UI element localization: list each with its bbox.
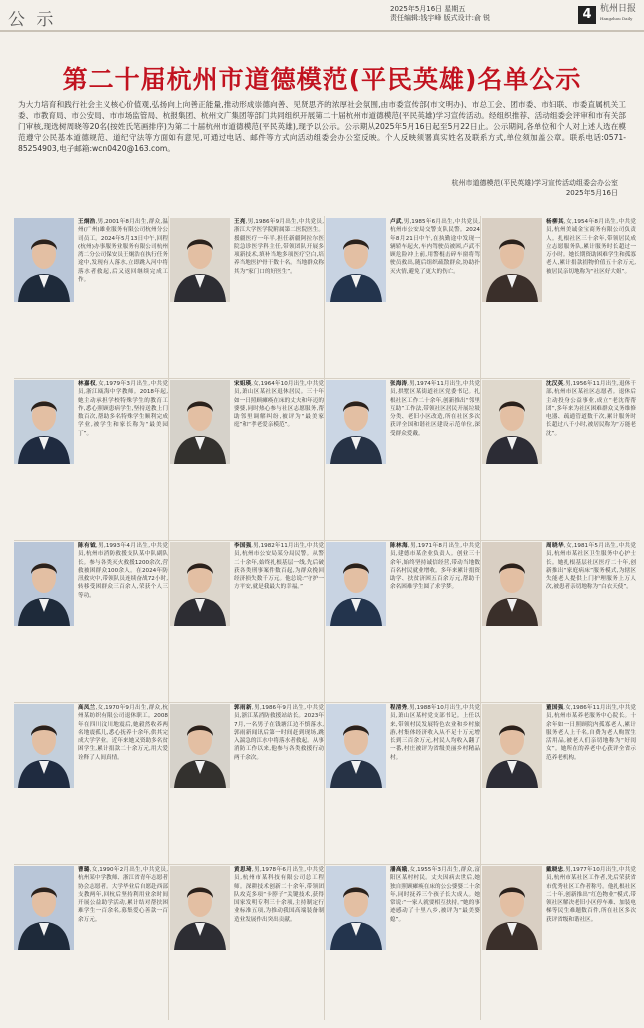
portrait-photo (326, 704, 386, 788)
nominee-description: 女,1964年10月出生,中共党员,萧山区某社区退休居民。三十年如一日照顾瘫痪在床的丈夫和年迈的婆婆,同时热心参与社区志愿服务,帮助邻里调解纠纷,被评为“最美家庭”和“孝老爱亲模范”。 (234, 381, 324, 429)
portrait-photo (326, 866, 386, 950)
intro-paragraph: 为大力培育和践行社会主义核心价值观,弘扬向上向善正能量,推动形成崇德向善、见贤思齐的浓厚社会氛围,由市委宣传部(市文明办)、市总工会、团市委、市妇联、市委直属机关工委、市教育局、市公安局、市市场监管局、杭报集团、杭州文广集团等部门共同组织开展第二十届杭州市道德模范(平民英雄)学习宣传活动。经组织推荐、活动组委会评审和市有关部门审核,现选树周晓等20名(按姓氏笔画排序)为第二十届杭州市道德模范(平民英雄),现予以公示。公示期从2025年5月16日起至5月22日止。公示期间,各单位和个人对上述人选在模范遵守公民基本道德规范、道纪守法等方面如有意见,可通过电话、邮件等方式向活动组委会办公室反映。个人反映须署真实姓名及联系方式,单位须加盖公章。联系电话:0571-85254903,电子邮箱:wcn0420@163.com。 (18, 100, 626, 153)
portrait-photo (14, 542, 74, 626)
nominee-description: 女,1981年5月出生,中共党员,杭州市某社区卫生服务中心护士长。她扎根基层社区医疗二十年,创新推出“家庭病床”服务模式,为辖区失能老人提供上门护理服务上万人次,被患者亲切地称为“白衣天使”。 (546, 543, 636, 591)
column-divider (324, 216, 325, 1020)
portrait-photo (170, 542, 230, 626)
nominee-name: 王亮 (234, 219, 246, 225)
nominee-name: 董国强 (546, 705, 564, 711)
nominee-bio: 李国强,男,1982年11月出生,中共党员,杭州市公安局某分局民警。从警二十余年,始终扎根基层一线,先后破获各类刑事案件数百起,为群众挽回经济损失数千万元。他总说:“守护一方平安,就是我最大的幸福。” (234, 543, 324, 591)
nominee-bio: 沈汉英,男,1956年11月出生,退休干部,杭州市区某社区志愿者。退休后主动投身公益事业,成立“老沈帮帮团”,多年来为社区困难群众义务维修电器、疏通管道数千次,累计服务时长超过八千小时,被居民称为“万能老沈”。 (546, 381, 636, 437)
nominee-bio: 郭雨新,男,1986年9月出生,中共党员,浙江某消防救援站站长。2023年7月,一名男子在钱塘江边不慎落水,郭雨新闻讯后第一时间赶到现场,跳入湍急的江水中将落水者救起。从事消防工作以来,他参与各类救援行动两千余次。 (234, 705, 324, 761)
nominee-description: 男,1993年4月出生,中共党员,杭州市消防救援支队某中队副队长。参与各类灭火救援1200余次,营救被困群众100余人。在2024年防汛救灾中,带领队员连续奋战72小时,转移受困群众三百余人,荣获个人三等功。 (78, 543, 168, 599)
nominee-card (14, 704, 168, 866)
date-text: 2025年5月16日 星期五 (390, 5, 466, 13)
nominee-description: 男,2001年8月出生,群众,温州(广州)雄业服务有限公司杭州分公司员工。2024年5月13日中午,回程(杭州)办事服务业服务有限公司杭州湾二分公司保安员王炯浩在执行任务途中,发现有人落水,立即跳入河中将落水者救起,后又返回继续完成工作。 (78, 219, 168, 284)
portrait-photo (482, 704, 542, 788)
nominee-card (482, 866, 636, 1028)
nominee-description: 男,1974年11月出生,中共党员,拱墅区某街道社区党委书记。扎根社区工作二十余年,创新推出“邻里互助”工作法,带领社区居民开展垃圾分类、老旧小区改造,所在社区多次获评全国和谐社区建设示范单位,深受群众爱戴。 (390, 381, 480, 437)
nominee-name: 张海涛 (390, 381, 408, 387)
nominee-description: 男,1971年8月出生,中共党员,建德市某企业负责人。创业三十余年,始终坚持诚信经营,带动当地数百名村民就业增收。多年来累计捐资助学、扶贫济困五百余万元,帮助千余名困难学生圆了求学梦。 (390, 543, 480, 591)
nominee-card (14, 380, 168, 542)
nominee-description: 女,1954年8月出生,中共党员,杭州美诚金宝商务有限公司负责人。扎根社区三十余年,带领居民成立志愿服务队,累计服务时长超过一万小时。她长期资助困难学生和孤寡老人,累计捐款捐物价值五十余万元,被居民亲切地称为“社区好大姐”。 (546, 219, 636, 275)
nominee-card (326, 542, 480, 704)
nominee-name: 曹璐 (78, 867, 90, 873)
nominee-bio: 陈林海,男,1971年8月出生,中共党员,建德市某企业负责人。创业三十余年,始终坚持诚信经营,带动当地数百名村民就业增收。多年来累计捐资助学、扶贫济困五百余万元,帮助千余名困难学生圆了求学梦。 (390, 543, 480, 591)
nominee-name: 林嘉权 (78, 381, 96, 387)
nominee-card (482, 542, 636, 704)
portrait-photo (14, 866, 74, 950)
newspaper-name: 杭州日报 (600, 4, 637, 14)
portrait-photo (14, 704, 74, 788)
newspaper-logo (600, 4, 636, 24)
nominee-name: 陈有钺 (78, 543, 96, 549)
portrait-photo (14, 380, 74, 464)
nominee-name: 郭雨新 (234, 705, 252, 711)
nominee-description: 女,1986年11月出生,中共党员,杭州市某养老服务中心院长。十余年如一日照顾院内孤寡老人,累计服务老人上千名,自费为老人购置生活用品,被老人们亲切地称为“好闺女”。她所在的养老中心获评全省示范养老机构。 (546, 705, 636, 761)
nominee-name: 黄思琦 (234, 867, 252, 873)
nominee-name: 戴晓忠 (546, 867, 564, 873)
nominee-bio: 卢武,男,1985年6月出生,中共党员,杭州市公安局交警支队民警。2024年8月21日中午,在执勤途中发现一辆轿车起火,车内驾驶员被困,卢武不顾危险冲上前,用警棍击碎车窗将驾驶员救出,随后组织疏散群众,协助扑灭火情,避免了更大的伤亡。 (390, 219, 480, 275)
nominee-card (170, 704, 324, 866)
portrait-photo (170, 380, 230, 464)
newspaper-name-en: Hangzhou Daily (600, 16, 633, 21)
nominee-card (170, 866, 324, 1028)
portrait-photo (482, 218, 542, 302)
nominee-bio: 杨柳其,女,1954年8月出生,中共党员,杭州美诚金宝商务有限公司负责人。扎根社区三十余年,带领居民成立志愿服务队,累计服务时长超过一万小时。她长期资助困难学生和孤寡老人,累计捐款捐物价值五十余万元,被居民亲切地称为“社区好大姐”。 (546, 219, 636, 275)
nominee-name: 宋姐瑛 (234, 381, 252, 387)
portrait-photo (170, 218, 230, 302)
nominee-name: 高凤兰 (78, 705, 96, 711)
nominee-bio: 程清秀,男,1988年10月出生,中共党员,萧山区某村党支部书记。上任以来,带领村民发展特色农业和乡村旅游,村集体经济收入从不足十万元增长到三百余万元,村民人均收入翻了一番,村庄被评为省级美丽乡村精品村。 (390, 705, 480, 761)
signature-organizer: 杭州市道德模范(平民英雄)学习宣传活动组委会办公室 (451, 179, 618, 187)
nominee-name: 王炯浩 (78, 219, 96, 225)
nominee-name: 潘高娥 (390, 867, 408, 873)
page-header (0, 0, 644, 32)
nominee-card (326, 218, 480, 380)
nominee-name: 程清秀 (390, 705, 408, 711)
portrait-photo (14, 218, 74, 302)
nominee-card (482, 218, 636, 380)
signature-date: 2025年5月16日 (565, 189, 618, 197)
nominee-bio: 高凤兰,女,1970年9月出生,群众,杭州某纺织有限公司退休职工。2008年在四川汶川地震后,她毅然收养两名地震孤儿,悉心抚养十余年,供其完成大学学业。近年来她又资助多名贫困学生,累计捐款二十余万元,用大爱诠释了人间真情。 (78, 705, 168, 761)
column-divider (480, 216, 481, 1020)
nominee-description: 男,1985年6月出生,中共党员,杭州市公安局交警支队民警。2024年8月21日中午,在执勤途中发现一辆轿车起火,车内驾驶员被困,卢武不顾危险冲上前,用警棍击碎车窗将驾驶员救出,随后组织疏散群众,协助扑灭火情,避免了更大的伤亡。 (390, 219, 480, 275)
nominee-name: 沈汉英 (546, 381, 564, 387)
nominee-bio: 周晓华,女,1981年5月出生,中共党员,杭州市某社区卫生服务中心护士长。她扎根基层社区医疗二十年,创新推出“家庭病床”服务模式,为辖区失能老人提供上门护理服务上万人次,被患者亲切地称为“白衣天使”。 (546, 543, 636, 591)
nominee-name: 周晓华 (546, 543, 564, 549)
nominee-name: 陈林海 (390, 543, 408, 549)
nominee-card (326, 380, 480, 542)
nominee-name: 李国强 (234, 543, 252, 549)
nominee-description: 男,1978年6月出生,中共党员,杭州市某科技有限公司总工程师。深耕技术创新二十余年,带领团队攻克多项“卡脖子”关键技术,获得国家发明专利三十余项,主持制定行业标准五项,为推动我国高端装备制造业发展作出突出贡献。 (234, 867, 324, 923)
nominee-bio: 宋姐瑛,女,1964年10月出生,中共党员,萧山区某社区退休居民。三十年如一日照顾瘫痪在床的丈夫和年迈的婆婆,同时热心参与社区志愿服务,帮助邻里调解纠纷,被评为“最美家庭”和“孝老爱亲模范”。 (234, 381, 324, 429)
nominee-card (170, 380, 324, 542)
nominee-card (14, 866, 168, 1028)
nominee-description: 男,1986年9月出生,中共党员,浙江大学医学院附属第二医院医生。援疆医疗一年半,担任新疆阿拉尔医院急诊医学科主任,带领团队开展多项新技术,填补当地多项医疗空白,培养当地医护骨干数十名。当地群众称其为“家门口的好医生”。 (234, 219, 324, 275)
nominee-bio: 潘高娥,女,1955年3月出生,群众,富阳区某村村民。丈夫因病去世后,她独自照顾瘫痪在床的公公婆婆二十余年,同时抚养三个孩子长大成人。她常说:“一家人就要相互扶持。”她的事迹感动了十里八乡,被评为“最美婆媳”。 (390, 867, 480, 923)
headline: 第二十届杭州市道德模范(平民英雄)名单公示 (62, 65, 582, 94)
nominee-description: 男,1982年11月出生,中共党员,杭州市公安局某分局民警。从警二十余年,始终扎根基层一线,先后破获各类刑事案件数百起,为群众挽回经济损失数千万元。他总说:“守护一方平安,就是我最大的幸福。” (234, 543, 324, 591)
nominee-bio: 王炯浩,男,2001年8月出生,群众,温州(广州)雄业服务有限公司杭州分公司员工。2024年5月13日中午,回程(杭州)办事服务业服务有限公司杭州湾二分公司保安员王炯浩在执行任务途中,发现有人落水,立即跳入河中将落水者救起,后又返回继续完成工作。 (78, 219, 168, 284)
nominee-description: 男,1986年9月出生,中共党员,浙江某消防救援站站长。2023年7月,一名男子在钱塘江边不慎落水,郭雨新闻讯后第一时间赶到现场,跳入湍急的江水中将落水者救起。从事消防工作以来,他参与各类救援行动两千余次。 (234, 705, 324, 761)
nominee-bio: 林嘉权,女,1979年3月出生,中共党员,浙江瓯海中学教师。2018年起,她主动承担学校特殊学生的教育工作,悉心照顾患病学生,坚持送教上门数百次,帮助多名特殊学生顺利完成学业,被学生和家长称为“最美园丁”。 (78, 381, 168, 437)
page-number: 4 (578, 6, 596, 24)
nominee-card (326, 704, 480, 866)
nominee-description: 男,1956年11月出生,退休干部,杭州市区某社区志愿者。退休后主动投身公益事业,成立“老沈帮帮团”,多年来为社区困难群众义务维修电器、疏通管道数千次,累计服务时长超过八千小时,被居民称为“万能老沈”。 (546, 381, 636, 437)
nominee-description: 女,1955年3月出生,群众,富阳区某村村民。丈夫因病去世后,她独自照顾瘫痪在床的公公婆婆二十余年,同时抚养三个孩子长大成人。她常说:“一家人就要相互扶持。”她的事迹感动了十里八乡,被评为“最美婆媳”。 (390, 867, 480, 923)
column-divider (168, 216, 169, 1020)
portrait-photo (170, 866, 230, 950)
portrait-photo (326, 542, 386, 626)
nominee-card (170, 542, 324, 704)
nominee-description: 女,1990年2月出生,中共党员,杭州某中学教师、浙江省青年志愿者协会志愿者。大学毕业后自愿赴西部支教两年,回杭后坚持利用业余时间开展公益助学活动,累计结对帮扶困难学生一百余名,募集爱心善款一百余万元。 (78, 867, 168, 923)
nominee-card (482, 704, 636, 866)
nominee-description: 男,1988年10月出生,中共党员,萧山区某村党支部书记。上任以来,带领村民发展特色农业和乡村旅游,村集体经济收入从不足十万元增长到三百余万元,村民人均收入翻了一番,村庄被评为省级美丽乡村精品村。 (390, 705, 480, 761)
nominee-bio: 王亮,男,1986年9月出生,中共党员,浙江大学医学院附属第二医院医生。援疆医疗一年半,担任新疆阿拉尔医院急诊医学科主任,带领团队开展多项新技术,填补当地多项医疗空白,培养当地医护骨干数十名。当地群众称其为“家门口的好医生”。 (234, 219, 324, 275)
nominee-description: 女,1970年9月出生,群众,杭州某纺织有限公司退休职工。2008年在四川汶川地震后,她毅然收养两名地震孤儿,悉心抚养十余年,供其完成大学学业。近年来她又资助多名贫困学生,累计捐款二十余万元,用大爱诠释了人间真情。 (78, 705, 168, 761)
nominee-description: 男,1977年10月出生,中共党员,杭州市某社区工作者,先后荣获省市优秀社区工作者称号。他扎根社区二十年,创新推出“红色物业”模式,带领社区解决老旧小区停车难、加装电梯等民生难题数百件,所在社区多次获评省级和谐社区。 (546, 867, 636, 923)
nominee-bio: 戴晓忠,男,1977年10月出生,中共党员,杭州市某社区工作者,先后荣获省市优秀社区工作者称号。他扎根社区二十年,创新推出“红色物业”模式,带领社区解决老旧小区停车难、加装电梯等民生难题数百件,所在社区多次获评省级和谐社区。 (546, 867, 636, 923)
nominee-description: 女,1979年3月出生,中共党员,浙江瓯海中学教师。2018年起,她主动承担学校特殊学生的教育工作,悉心照顾患病学生,坚持送教上门数百次,帮助多名特殊学生顺利完成学业,被学生和家长称为“最美园丁”。 (78, 381, 168, 437)
nominee-card (326, 866, 480, 1028)
signature (452, 178, 618, 198)
nominee-bio: 曹璐,女,1990年2月出生,中共党员,杭州某中学教师、浙江省青年志愿者协会志愿者。大学毕业后自愿赴西部支教两年,回杭后坚持利用业余时间开展公益助学活动,累计结对帮扶困难学生一百余名,募集爱心善款一百余万元。 (78, 867, 168, 923)
dateline (390, 5, 490, 23)
portrait-photo (170, 704, 230, 788)
nominee-bio: 董国强,女,1986年11月出生,中共党员,杭州市某养老服务中心院长。十余年如一日照顾院内孤寡老人,累计服务老人上千名,自费为老人购置生活用品,被老人们亲切地称为“好闺女”。她所在的养老中心获评全省示范养老机构。 (546, 705, 636, 761)
nominee-bio: 陈有钺,男,1993年4月出生,中共党员,杭州市消防救援支队某中队副队长。参与各类灭火救援1200余次,营救被困群众100余人。在2024年防汛救灾中,带领队员连续奋战72小时,转移受困群众三百余人,荣获个人三等功。 (78, 543, 168, 599)
nominee-card (14, 542, 168, 704)
editor-credit: 责任编辑:钱宇峰 版式设计:俞 锐 (390, 14, 491, 22)
portrait-photo (326, 218, 386, 302)
nominee-card (14, 218, 168, 380)
nominee-bio: 黄思琦,男,1978年6月出生,中共党员,杭州市某科技有限公司总工程师。深耕技术创新二十余年,带领团队攻克多项“卡脖子”关键技术,获得国家发明专利三十余项,主持制定行业标准五项,为推动我国高端装备制造业发展作出突出贡献。 (234, 867, 324, 923)
nominee-card (482, 380, 636, 542)
nominee-name: 卢武 (390, 219, 402, 225)
section-label: 公 示 (8, 10, 57, 30)
nominee-name: 杨柳其 (546, 219, 564, 225)
nominee-card (170, 218, 324, 380)
portrait-photo (482, 542, 542, 626)
portrait-photo (482, 866, 542, 950)
portrait-photo (326, 380, 386, 464)
nominee-bio: 张海涛,男,1974年11月出生,中共党员,拱墅区某街道社区党委书记。扎根社区工作二十余年,创新推出“邻里互助”工作法,带领社区居民开展垃圾分类、老旧小区改造,所在社区多次获评全国和谐社区建设示范单位,深受群众爱戴。 (390, 381, 480, 437)
portrait-photo (482, 380, 542, 464)
